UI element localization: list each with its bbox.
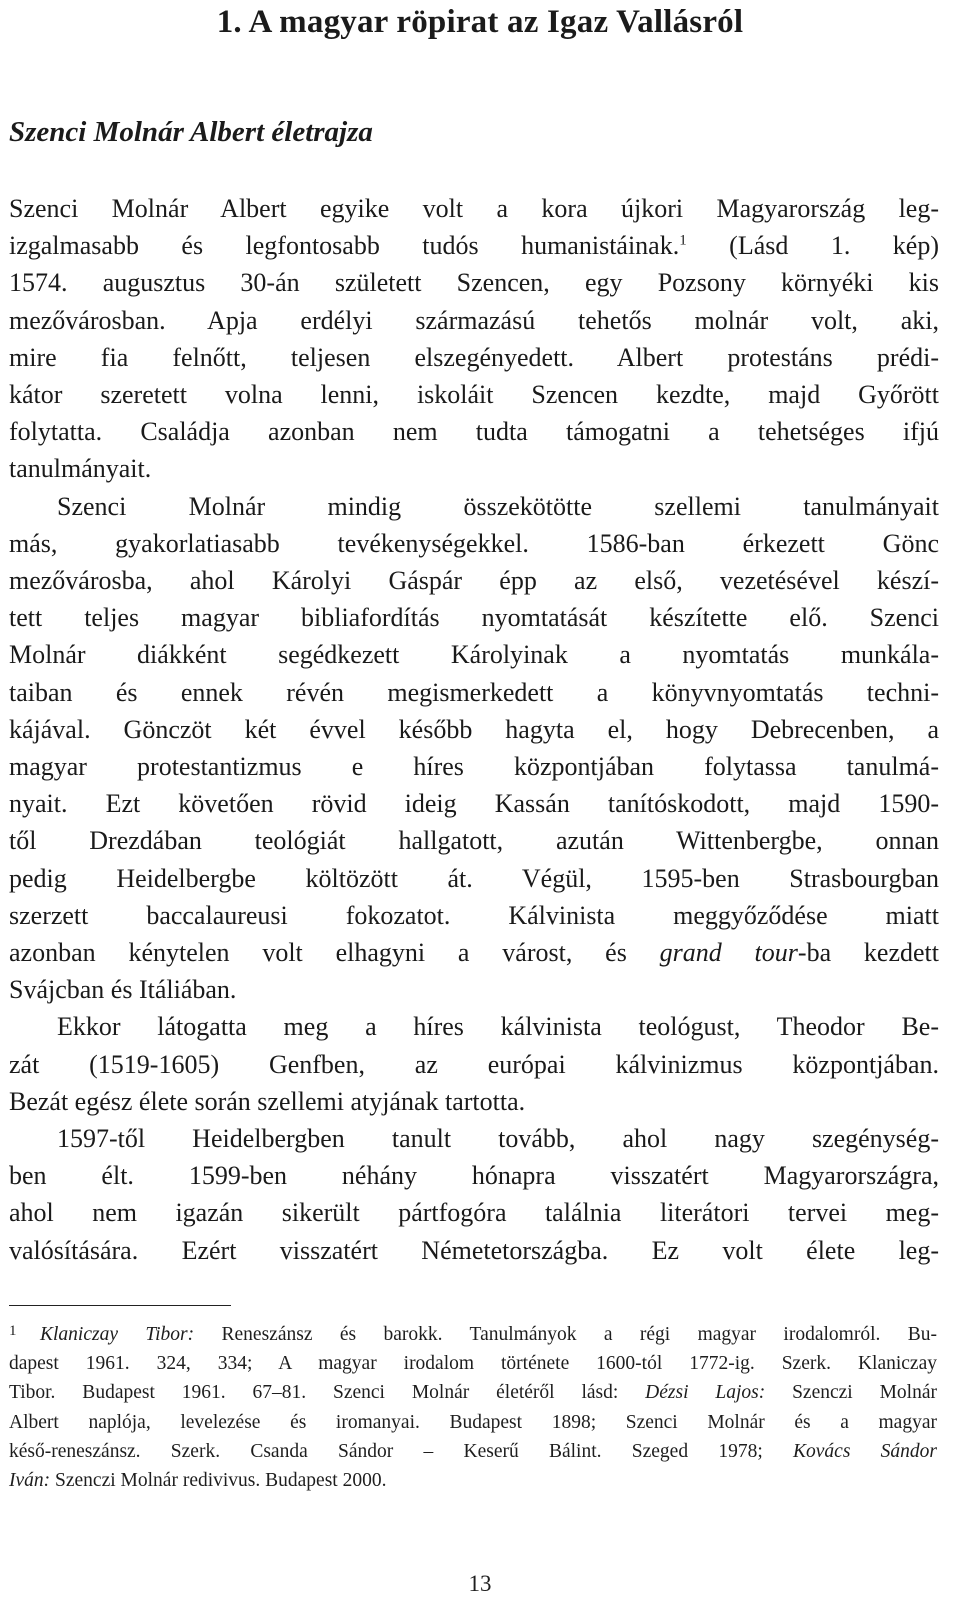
text-line: Szenci Molnár mindig összekötötte szellemi tanulmányait — [57, 491, 939, 521]
chapter-title: 1. A magyar röpirat az Igaz Vallásról — [216, 4, 744, 40]
text-span: izgalmasabb és legfontosabb tudós humanistáinak. — [9, 231, 680, 261]
text-line: kájával. Gönczöt két évvel később hagyta el, hogy Debrecenben, a — [9, 714, 939, 744]
footnote-line — [9, 1437, 937, 1466]
text-line: pedig Heidelbergbe költözött át. Végül, 1595-ben Strasbourgban — [9, 863, 939, 893]
text-line: ahol nem igazán sikerült pártfogóra találnia literátori tervei meg- — [9, 1198, 939, 1228]
text-span: Tibor. Budapest 1961. 67–81. Szenci Molnár életéről lásd: — [9, 1382, 646, 1404]
text-line: folytatta. Családja azonban nem tudta támogatni a tehetséges ifjú — [9, 417, 939, 447]
footnote-line: dapest 1961. 324, 334; A magyar irodalom története 1600-tól 1772-ig. Szerk. Klaniczay — [9, 1353, 937, 1375]
text-line: 1597-től Heidelbergben tanult tovább, ahol nagy szegénység- — [57, 1124, 939, 1154]
text-line: valósítására. Ezért visszatért Németetországba. Ez volt élete leg- — [9, 1235, 939, 1265]
footnote — [9, 1320, 937, 1495]
text-span: késő-reneszánsz. Szerk. Csanda Sándor – Keserű Bálint. Szeged 1978; — [9, 1440, 793, 1462]
author-name: Klaniczay Tibor: — [40, 1324, 195, 1345]
text-line: kátor szeretett volna lenni, iskoláit Szencen kezdte, majd Győrött — [9, 380, 939, 410]
italic-phrase: grand tour — [659, 938, 798, 968]
text-line: más, gyakorlatiasabb tevékenységekkel. 1586-ban érkezett Gönc — [9, 528, 939, 558]
text-line: nyait. Ezt követően rövid ideig Kassán tanítóskodott, majd 1590- — [9, 789, 939, 819]
text-line: től Drezdában teológiát hallgatott, azután Wittenbergbe, onnan — [9, 826, 939, 856]
text-line: tanulmányait. — [9, 454, 152, 484]
text-line: taiban és ennek révén megismerkedett a könyvnyomtatás techni- — [9, 677, 939, 707]
text-line: zát (1519-1605) Genfben, az európai kálvinizmus központjában. — [9, 1049, 939, 1079]
author-name: Dézsi Lajos: — [645, 1382, 766, 1404]
text-line: Bezát egész élete során szellemi atyjának tartotta. — [9, 1086, 526, 1116]
paragraph-2 — [9, 488, 939, 1009]
footnote-reference[interactable]: 1 — [679, 232, 687, 249]
text-line: tett teljes magyar bibliafordítás nyomtatását készítette elő. Szenci — [9, 603, 939, 633]
text-line: magyar protestantizmus e híres központjában folytassa tanulmá- — [9, 752, 939, 782]
text-line: Molnár diákként segédkezett Károlyinak a nyomtatás munkála- — [9, 640, 939, 670]
paragraph-1 — [9, 190, 939, 488]
footnote-line: Albert naplója, levelezése és iromanyai. Budapest 1898; Szenci Molnár és a magyar — [9, 1411, 937, 1433]
paragraph-3 — [9, 1008, 939, 1120]
text-line: szerzett baccalaureusi fokozatot. Kálvinista meggyőződése miatt — [9, 900, 939, 930]
paragraph-4 — [9, 1120, 939, 1269]
footnote-text — [9, 1320, 937, 1495]
footnote-number: 1 — [9, 1323, 17, 1339]
text-span: (Lásd 1. kép) — [686, 231, 939, 261]
text-span: Reneszánsz és barokk. Tanulmányok a régi magyar irodalomról. Bu- — [194, 1324, 937, 1345]
text-span: -ba kezdett — [797, 938, 939, 968]
text-line: ben élt. 1599-ben néhány hónapra visszatért Magyarországra, — [9, 1161, 939, 1191]
section-title: Szenci Molnár Albert életrajza — [9, 116, 373, 148]
text-line: mezővárosba, ahol Károlyi Gáspár épp az első, vezetésével készí- — [9, 566, 939, 596]
text-line: Szenci Molnár Albert egyike volt a kora újkori Magyarország leg- — [9, 194, 939, 223]
body-text — [9, 190, 939, 1269]
text-span: Szenczi Molnár — [765, 1382, 937, 1404]
footnote-divider — [9, 1305, 231, 1306]
text-line — [9, 227, 939, 264]
footnote-line — [9, 1466, 937, 1495]
text-span: Szenczi Molnár redivivus. Budapest 2000. — [50, 1470, 387, 1492]
author-name: Iván: — [9, 1470, 51, 1492]
text-line: mire fia felnőtt, teljesen elszegényedett. Albert protestáns prédi- — [9, 342, 939, 372]
text-line: Ekkor látogatta meg a híres kálvinista teológust, Theodor Be- — [57, 1012, 939, 1042]
text-line: Svájcban és Itáliában. — [9, 975, 237, 1005]
footnote-line — [40, 1320, 937, 1349]
author-name: Kovács Sándor — [793, 1440, 937, 1462]
text-span: azonban kénytelen volt elhagyni a várost, és — [9, 938, 660, 968]
text-line: 1574. augusztus 30-án született Szencen, egy Pozsony környéki kis — [9, 268, 939, 298]
page-number: 13 — [468, 1571, 492, 1596]
text-line — [9, 934, 939, 971]
text-line: mezővárosban. Apja erdélyi származású tehetős molnár volt, aki, — [9, 305, 939, 335]
footnote-line — [9, 1378, 937, 1407]
